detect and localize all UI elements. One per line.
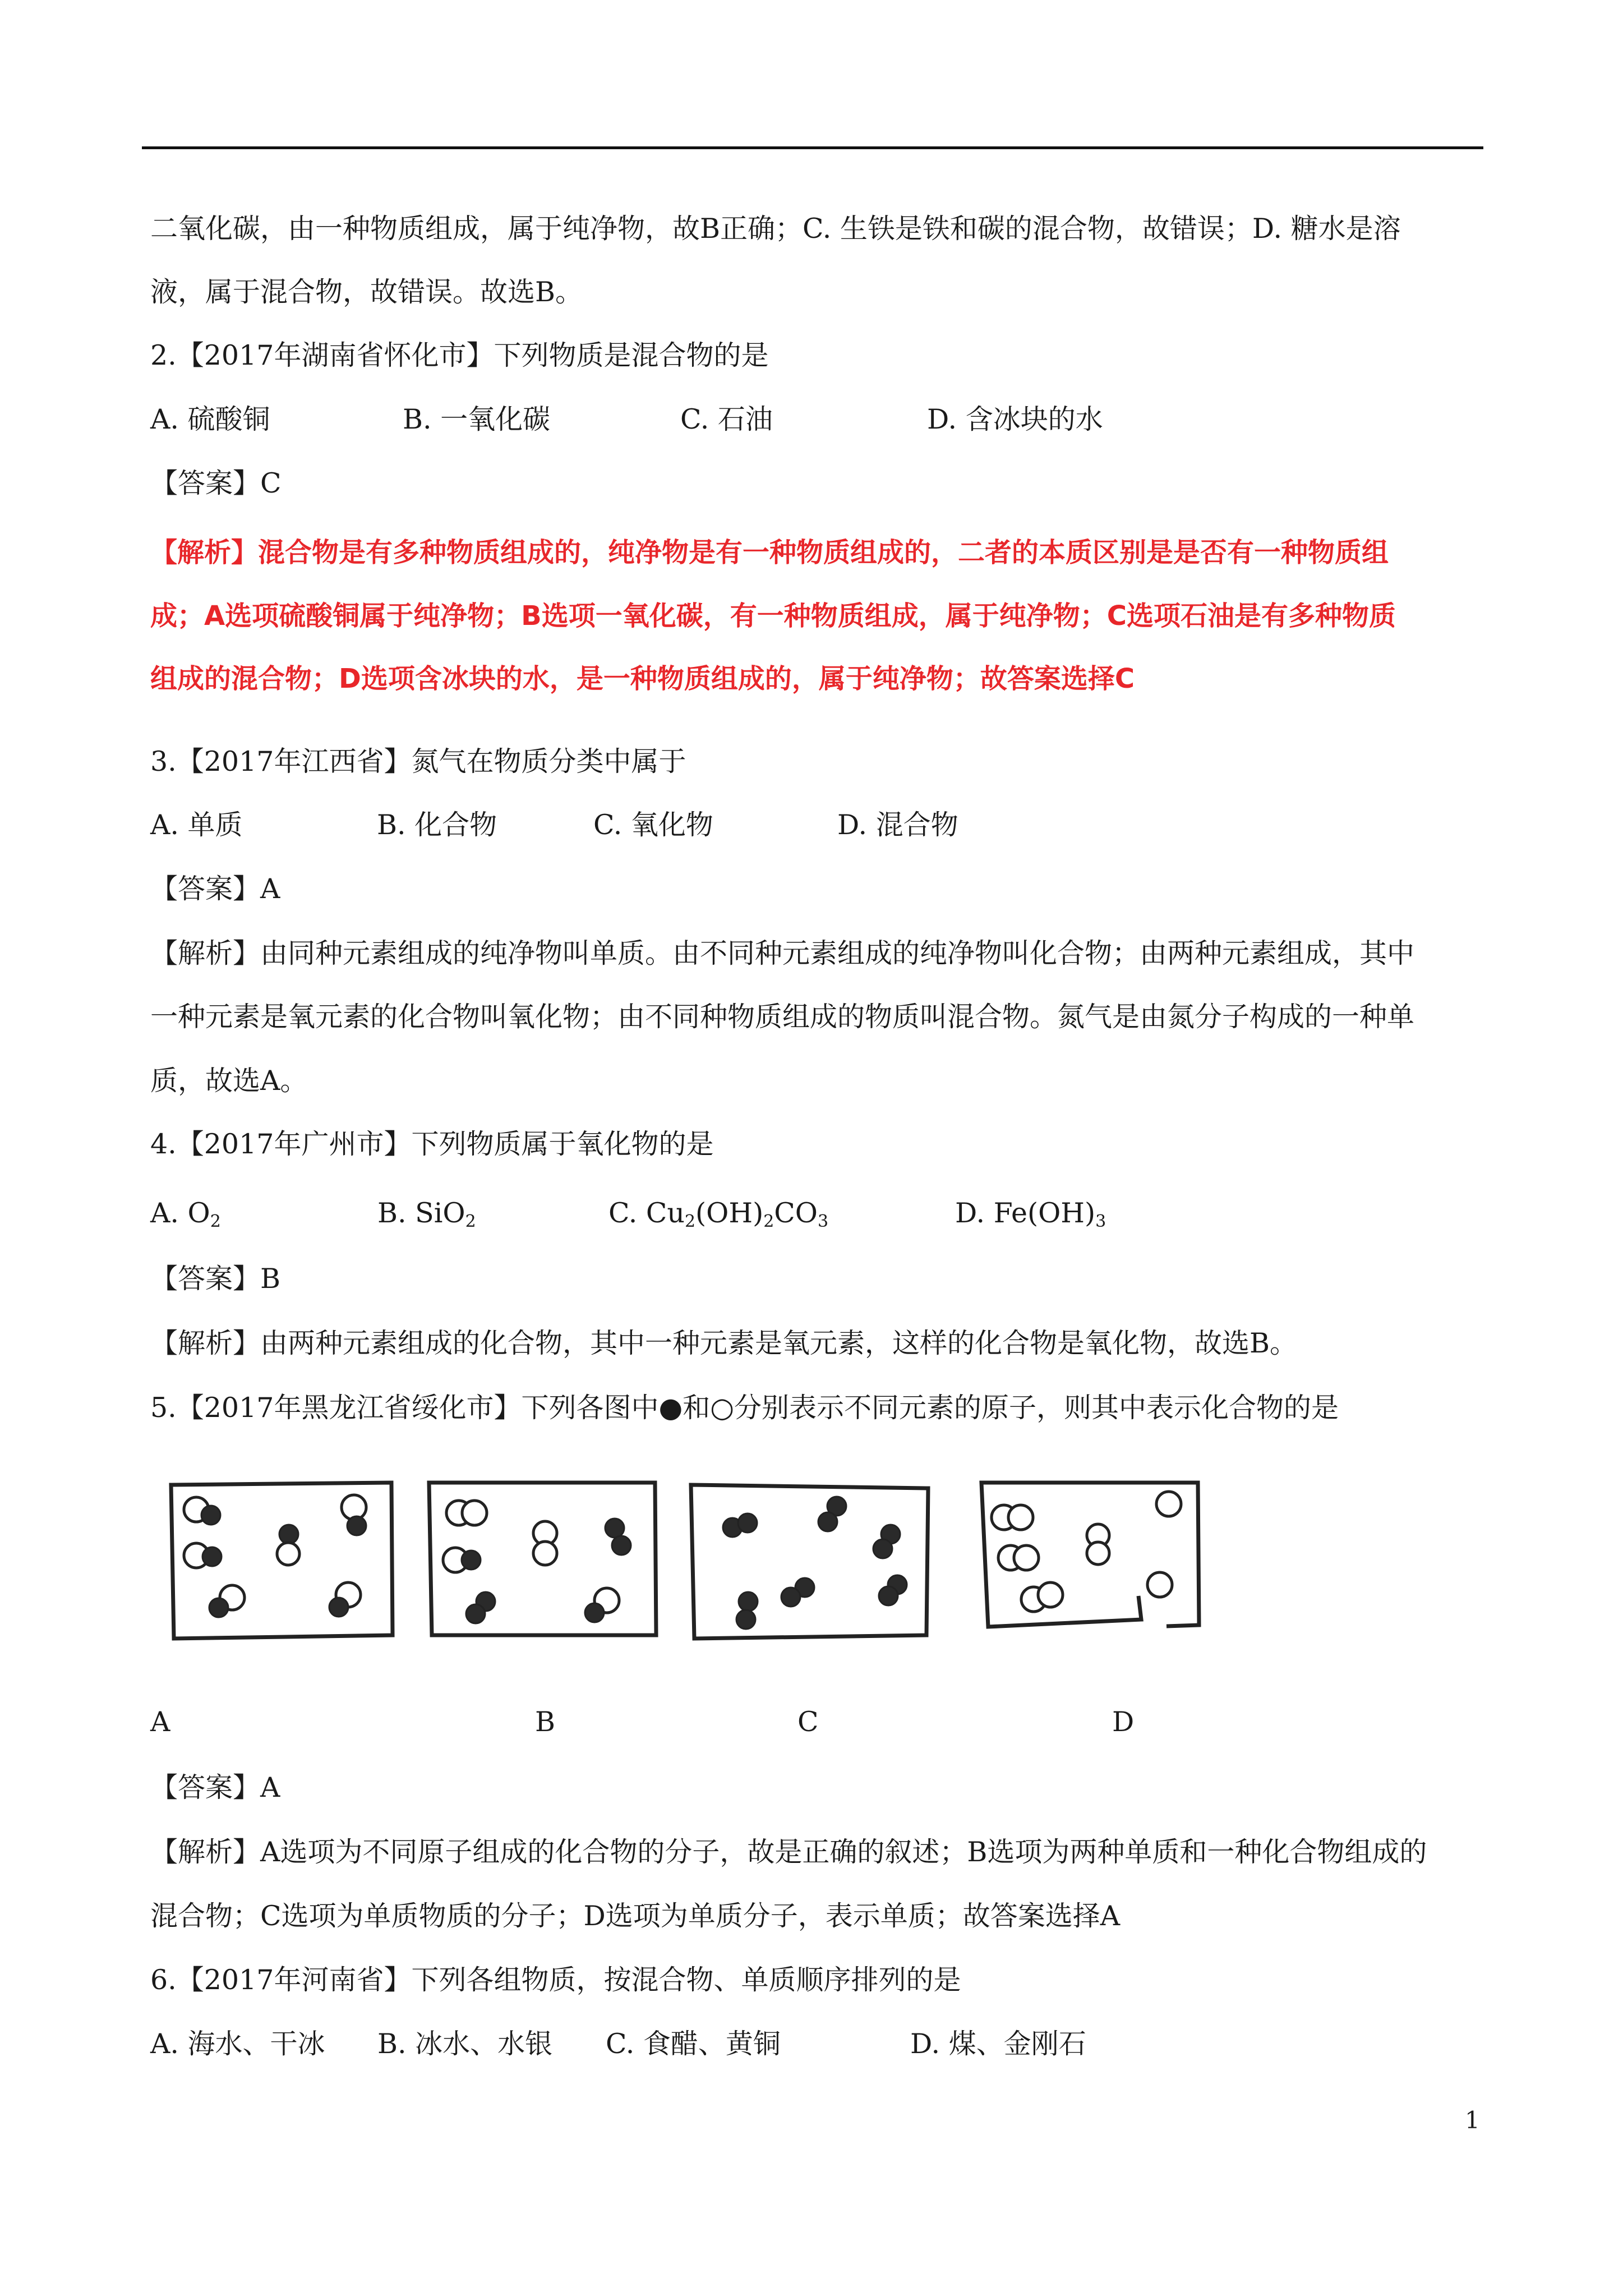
header-rule	[142, 146, 1483, 149]
q2-question: 2.【2017年湖南省怀化市】下列物质是混合物的是	[150, 339, 769, 371]
q2-option-d: D. 含冰块的水	[927, 403, 1103, 435]
q3-analysis-line-2: 一种元素是氧元素的化合物叫氧化物；由不同种物质组成的物质叫混合物。氮气是由氮分子构成的一种单	[150, 1001, 1415, 1033]
q3-analysis-line-3: 质，故选A。	[150, 1065, 308, 1097]
diagram-b	[429, 1483, 656, 1635]
q2-answer: 【答案】C	[150, 467, 282, 499]
diagram-label-a: A	[150, 1706, 170, 1738]
diagram-d	[981, 1483, 1199, 1627]
q5-question: 5.【2017年黑龙江省绥化市】下列各图中●和○分别表示不同元素的原子，则其中表示化合物的是	[150, 1392, 1339, 1424]
q2-analysis-line-3: 组成的混合物；D选项含冰块的水，是一种物质组成的，属于纯净物；故答案选择C	[150, 663, 1135, 694]
diagram-label-b: B	[535, 1706, 556, 1738]
q5-answer: 【答案】A	[150, 1772, 280, 1803]
diagram-label-d: D	[1112, 1706, 1135, 1738]
q4-option-d: D. $Fe(OH)_3$	[955, 1197, 1106, 1231]
diagram-a	[171, 1483, 393, 1639]
q6-question: 6.【2017年河南省】下列各组物质，按混合物、单质顺序排列的是	[150, 1964, 961, 1996]
q3-analysis-line-1: 【解析】由同种元素组成的纯净物叫单质。由不同种元素组成的纯净物叫化合物；由两种元素组成，其中	[150, 937, 1415, 969]
q5-analysis-line-2: 混合物；C选项为单质物质的分子；D选项为单质分子，表示单质；故答案选择A	[150, 1900, 1121, 1932]
q2-option-c: C. 石油	[680, 403, 773, 435]
q2-option-b: B. 一氧化碳	[403, 403, 551, 435]
q4-answer: 【答案】B	[150, 1263, 281, 1295]
q4-analysis: 【解析】由两种元素组成的化合物，其中一种元素是氧元素，这样的化合物是氧化物，故选B。	[150, 1327, 1298, 1359]
q6-option-d: D. 煤、金刚石	[910, 2028, 1086, 2060]
q3-option-a: A. 单质	[150, 809, 243, 841]
q4-option-c: C. $Cu_2(OH)_2CO_3$	[608, 1197, 829, 1231]
q2-option-a: A. 硫酸铜	[150, 403, 270, 435]
intro-line-1: 二氧化碳，由一种物质组成，属于纯净物，故B正确；C. 生铁是铁和碳的混合物，故错误；D. 糖水是溶	[150, 213, 1401, 245]
q5-analysis-line-1: 【解析】A选项为不同原子组成的化合物的分子，故是正确的叙述；B选项为两种单质和一种化合物组成的	[150, 1836, 1427, 1868]
q2-analysis-line-1: 【解析】混合物是有多种物质组成的，纯净物是有一种物质组成的，二者的本质区别是是否有一种物质组	[150, 537, 1389, 568]
q3-option-c: C. 氧化物	[593, 809, 713, 841]
diagram-label-c: C	[797, 1706, 819, 1738]
q3-option-b: B. 化合物	[377, 809, 497, 841]
q3-answer: 【答案】A	[150, 873, 280, 905]
q3-question: 3.【2017年江西省】氮气在物质分类中属于	[150, 746, 686, 777]
q6-option-a: A. 海水、干冰	[150, 2028, 325, 2060]
q4-option-b: B. SiO$_2$	[377, 1197, 476, 1231]
q4-question: 4.【2017年广州市】下列物质属于氧化物的是	[150, 1128, 714, 1160]
q6-option-b: B. 冰水、水银	[377, 2028, 553, 2060]
particle-diagrams	[0, 1473, 1623, 1652]
q4-option-a: A. $O_2$	[150, 1197, 221, 1231]
diagram-c	[691, 1485, 928, 1639]
q6-option-c: C. 食醋、黄铜	[606, 2028, 781, 2060]
q3-option-d: D. 混合物	[837, 809, 958, 841]
intro-line-2: 液，属于混合物，故错误。故选B。	[150, 276, 583, 308]
q2-analysis-line-2: 成；A选项硫酸铜属于纯净物；B选项一氧化碳，有一种物质组成，属于纯净物；C选项石油是有多种物质	[150, 600, 1396, 632]
page-number: 1	[1465, 2106, 1480, 2134]
